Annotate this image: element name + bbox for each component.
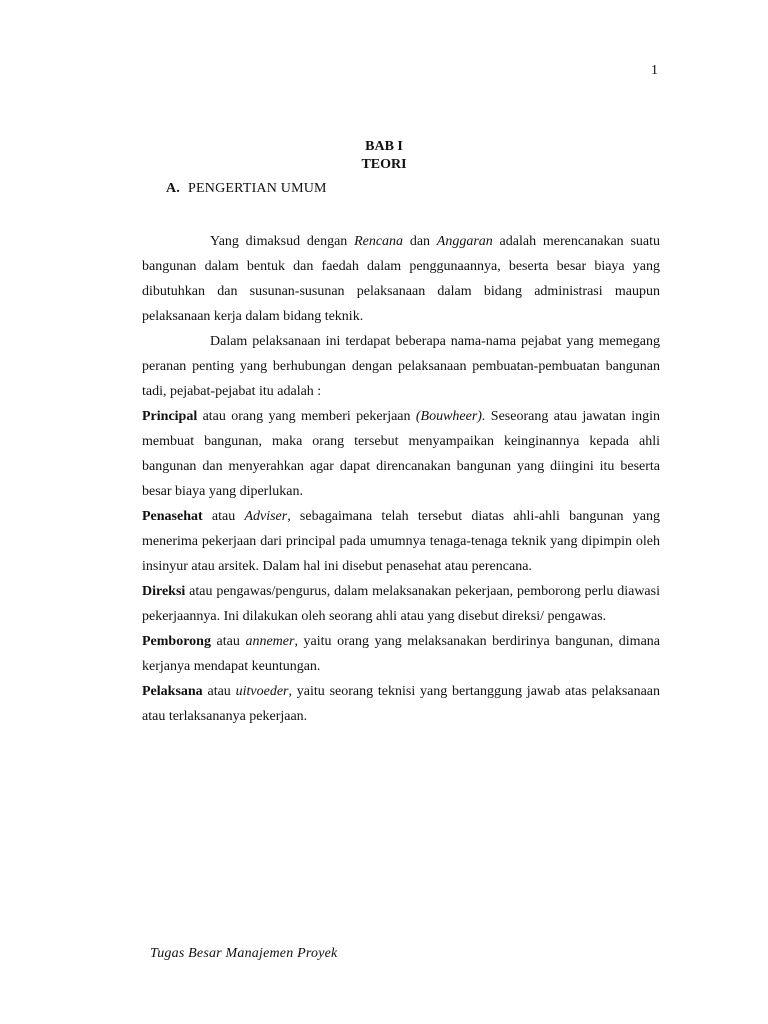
- term-adviser: Adviser: [244, 509, 288, 524]
- footer-text: Tugas Besar Manajemen Proyek: [150, 946, 338, 961]
- section-heading: [166, 181, 327, 197]
- term-principal: Principal: [142, 409, 198, 424]
- body-text: [142, 229, 660, 729]
- section-title: PENGERTIAN UMUM: [188, 181, 327, 196]
- paragraph-direksi: [142, 579, 660, 629]
- chapter-subtitle: TEORI: [361, 157, 407, 172]
- paragraph-principal: [142, 404, 660, 504]
- paragraph-intro-officials: Dalam pelaksanaan ini terdapat beberapa nama-nama pejabat yang memegang peranan penting yang berhubungan dengan pelaksanaan pembuatan-pembuatan bangunan tadi, pejabat-pejabat itu adalah :: [142, 334, 660, 399]
- paragraph-pemborong: [142, 629, 660, 679]
- chapter-title: BAB I: [365, 139, 403, 154]
- principal-text-2: Seseorang atau jawatan ingin membuat bangunan, maka orang tersebut menyampaikan keinginannya kepada ahli bangunan dan menyerahkan agar dapat direncanakan bangunan yang diingini itu beserta besar biaya yang diperlukan.: [142, 409, 661, 499]
- paragraph-pelaksana: [142, 679, 660, 729]
- penasehat-text-1: atau: [202, 509, 245, 524]
- term-bouwheer: (Bouwheer).: [415, 409, 486, 424]
- pelaksana-text-1: atau: [202, 684, 236, 699]
- term-uitvoeder: uitvoeder: [235, 684, 289, 699]
- pemborong-text-1: atau: [210, 634, 246, 649]
- paragraph-definition: [142, 229, 660, 329]
- pemborong-text-2: , yaitu orang yang melaksanakan berdirinya bangunan, dimana kerjanya mendapat keuntungan.: [142, 634, 660, 674]
- page-number: 1: [651, 63, 658, 78]
- term-pemborong: Pemborong: [142, 634, 211, 649]
- para1-text-3: adalah merencanakan suatu bangunan dalam bentuk dan faedah dalam penggunaannya, beserta besar biaya yang dibutuhkan dan susunan-susunan pelaksanaan dalam bidang administrasi maupun pelaksanaan kerja dalam bidang teknik.: [142, 234, 660, 324]
- term-annemer: annemer: [245, 634, 295, 649]
- para1-text-2: dan: [403, 234, 437, 249]
- term-anggaran: Anggaran: [436, 234, 493, 249]
- paragraph-penasehat: [142, 504, 660, 579]
- term-direksi: Direksi: [142, 584, 186, 599]
- pelaksana-text-2: , yaitu seorang teknisi yang bertanggung jawab atas pelaksanaan atau terlaksananya pekerjaan.: [142, 684, 661, 724]
- section-letter: A.: [166, 181, 181, 196]
- penasehat-text-2: , sebagaimana telah tersebut diatas ahli-ahli bangunan yang menerima pekerjaan dari principal pada umumnya tenaga-tenaga teknik yang dipimpin oleh insinyur atau arsitek. Dalam hal ini disebut penasehat atau perencana.: [142, 509, 660, 574]
- term-pelaksana: Pelaksana: [142, 684, 203, 699]
- principal-text-1: atau orang yang memberi pekerjaan: [197, 409, 416, 424]
- direksi-text-1: atau pengawas/pengurus, dalam melaksanakan pekerjaan, pemborong perlu diawasi pekerjaannya. Ini dilakukan oleh seorang ahli atau yang disebut direksi/ pengawas.: [142, 584, 660, 624]
- para1-text-1: Yang dimaksud dengan: [210, 234, 355, 249]
- chapter-heading: [0, 138, 768, 174]
- term-penasehat: Penasehat: [142, 509, 203, 524]
- term-rencana: Rencana: [354, 234, 404, 249]
